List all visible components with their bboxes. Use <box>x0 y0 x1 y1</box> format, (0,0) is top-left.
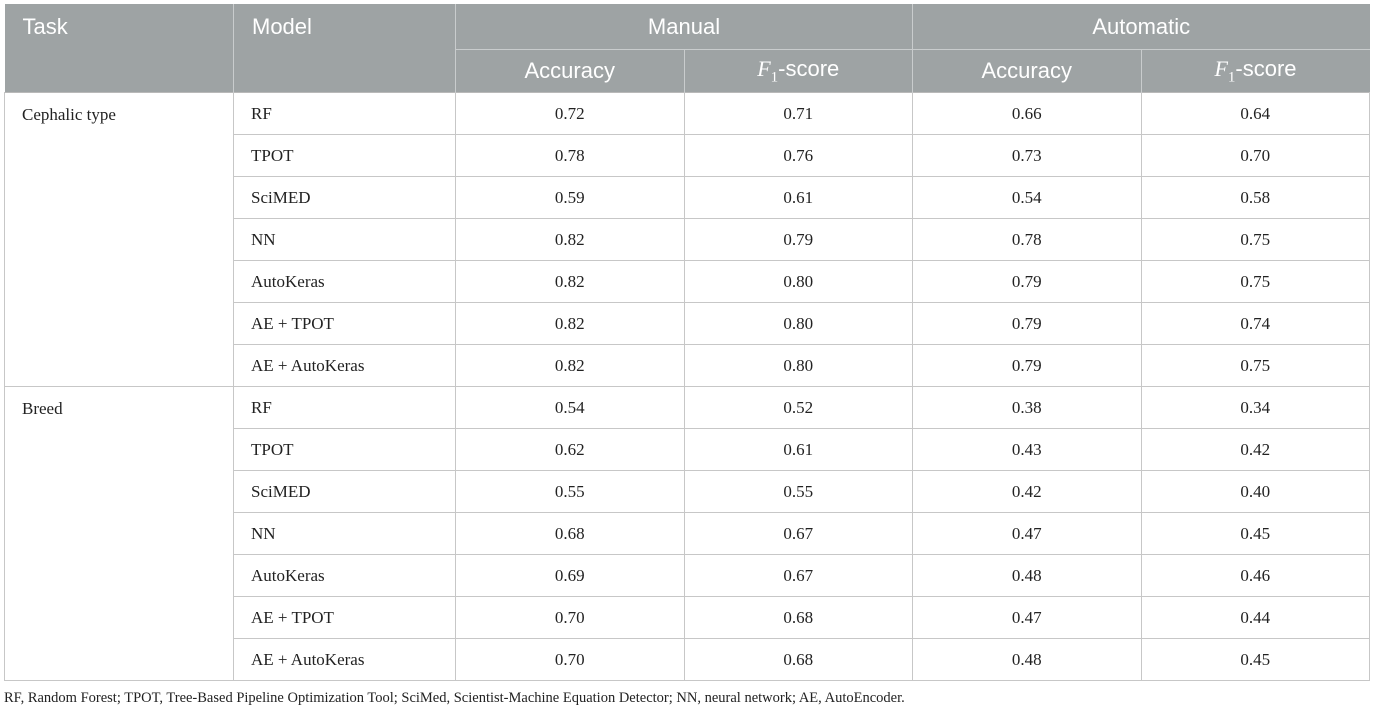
cell-manual-f1: 0.67 <box>684 555 913 597</box>
cell-automatic-accuracy: 0.38 <box>913 387 1142 429</box>
cell-automatic-f1: 0.45 <box>1141 639 1370 681</box>
cell-manual-accuracy: 0.82 <box>456 219 685 261</box>
table-row <box>5 93 1370 135</box>
table-header <box>5 4 1370 93</box>
cell-manual-accuracy: 0.59 <box>456 177 685 219</box>
cell-model: RF <box>234 387 456 429</box>
cell-manual-accuracy: 0.82 <box>456 345 685 387</box>
cell-automatic-f1: 0.70 <box>1141 135 1370 177</box>
cell-manual-f1: 0.80 <box>684 303 913 345</box>
cell-automatic-f1: 0.44 <box>1141 597 1370 639</box>
header-automatic: Automatic <box>913 4 1370 50</box>
cell-automatic-accuracy: 0.66 <box>913 93 1142 135</box>
cell-task: Cephalic type <box>5 93 234 387</box>
cell-automatic-f1: 0.34 <box>1141 387 1370 429</box>
cell-manual-f1: 0.71 <box>684 93 913 135</box>
cell-automatic-accuracy: 0.47 <box>913 597 1142 639</box>
cell-model: TPOT <box>234 429 456 471</box>
cell-automatic-accuracy: 0.48 <box>913 555 1142 597</box>
cell-manual-f1: 0.61 <box>684 177 913 219</box>
table-footnote: RF, Random Forest; TPOT, Tree-Based Pipeline Optimization Tool; SciMed, Scientist-Machine Equation Detector; NN, neural network; AE, AutoEncoder. <box>4 690 905 706</box>
table-row <box>5 387 1370 429</box>
cell-model: AutoKeras <box>234 261 456 303</box>
cell-automatic-accuracy: 0.43 <box>913 429 1142 471</box>
cell-manual-f1: 0.68 <box>684 639 913 681</box>
header-manual: Manual <box>456 4 913 50</box>
header-task: Task <box>5 4 234 93</box>
results-table <box>4 4 1370 681</box>
cell-manual-accuracy: 0.69 <box>456 555 685 597</box>
results-table-container <box>4 4 1369 681</box>
cell-model: AE + TPOT <box>234 597 456 639</box>
cell-model: AutoKeras <box>234 555 456 597</box>
cell-manual-f1: 0.52 <box>684 387 913 429</box>
cell-automatic-accuracy: 0.79 <box>913 303 1142 345</box>
header-manual-f1: $F_1$-score <box>684 50 913 93</box>
cell-manual-accuracy: 0.82 <box>456 303 685 345</box>
table-body <box>5 93 1370 681</box>
cell-manual-accuracy: 0.72 <box>456 93 685 135</box>
cell-manual-f1: 0.80 <box>684 345 913 387</box>
cell-manual-f1: 0.55 <box>684 471 913 513</box>
header-automatic-f1: $F_1$-score <box>1141 50 1370 93</box>
cell-model: NN <box>234 513 456 555</box>
cell-automatic-f1: 0.45 <box>1141 513 1370 555</box>
cell-automatic-accuracy: 0.47 <box>913 513 1142 555</box>
cell-model: SciMED <box>234 471 456 513</box>
cell-task: Breed <box>5 387 234 681</box>
cell-manual-f1: 0.79 <box>684 219 913 261</box>
cell-automatic-f1: 0.75 <box>1141 261 1370 303</box>
cell-model: RF <box>234 93 456 135</box>
cell-model: SciMED <box>234 177 456 219</box>
cell-automatic-f1: 0.75 <box>1141 219 1370 261</box>
cell-automatic-accuracy: 0.54 <box>913 177 1142 219</box>
cell-model: AE + AutoKeras <box>234 639 456 681</box>
cell-automatic-accuracy: 0.48 <box>913 639 1142 681</box>
cell-model: AE + TPOT <box>234 303 456 345</box>
cell-automatic-f1: 0.46 <box>1141 555 1370 597</box>
cell-model: AE + AutoKeras <box>234 345 456 387</box>
cell-manual-accuracy: 0.70 <box>456 597 685 639</box>
cell-automatic-accuracy: 0.73 <box>913 135 1142 177</box>
cell-automatic-f1: 0.42 <box>1141 429 1370 471</box>
cell-automatic-accuracy: 0.79 <box>913 345 1142 387</box>
header-model: Model <box>234 4 456 93</box>
cell-automatic-f1: 0.64 <box>1141 93 1370 135</box>
cell-automatic-f1: 0.40 <box>1141 471 1370 513</box>
cell-automatic-f1: 0.75 <box>1141 345 1370 387</box>
cell-manual-f1: 0.61 <box>684 429 913 471</box>
cell-manual-accuracy: 0.70 <box>456 639 685 681</box>
cell-automatic-f1: 0.74 <box>1141 303 1370 345</box>
cell-automatic-f1: 0.58 <box>1141 177 1370 219</box>
cell-model: TPOT <box>234 135 456 177</box>
header-manual-accuracy: Accuracy <box>456 50 685 93</box>
cell-manual-f1: 0.76 <box>684 135 913 177</box>
cell-manual-f1: 0.68 <box>684 597 913 639</box>
cell-manual-accuracy: 0.62 <box>456 429 685 471</box>
cell-manual-accuracy: 0.55 <box>456 471 685 513</box>
cell-automatic-accuracy: 0.42 <box>913 471 1142 513</box>
cell-automatic-accuracy: 0.78 <box>913 219 1142 261</box>
cell-manual-accuracy: 0.82 <box>456 261 685 303</box>
cell-manual-accuracy: 0.54 <box>456 387 685 429</box>
cell-manual-accuracy: 0.68 <box>456 513 685 555</box>
cell-manual-accuracy: 0.78 <box>456 135 685 177</box>
cell-manual-f1: 0.80 <box>684 261 913 303</box>
cell-manual-f1: 0.67 <box>684 513 913 555</box>
cell-automatic-accuracy: 0.79 <box>913 261 1142 303</box>
header-automatic-accuracy: Accuracy <box>913 50 1142 93</box>
cell-model: NN <box>234 219 456 261</box>
